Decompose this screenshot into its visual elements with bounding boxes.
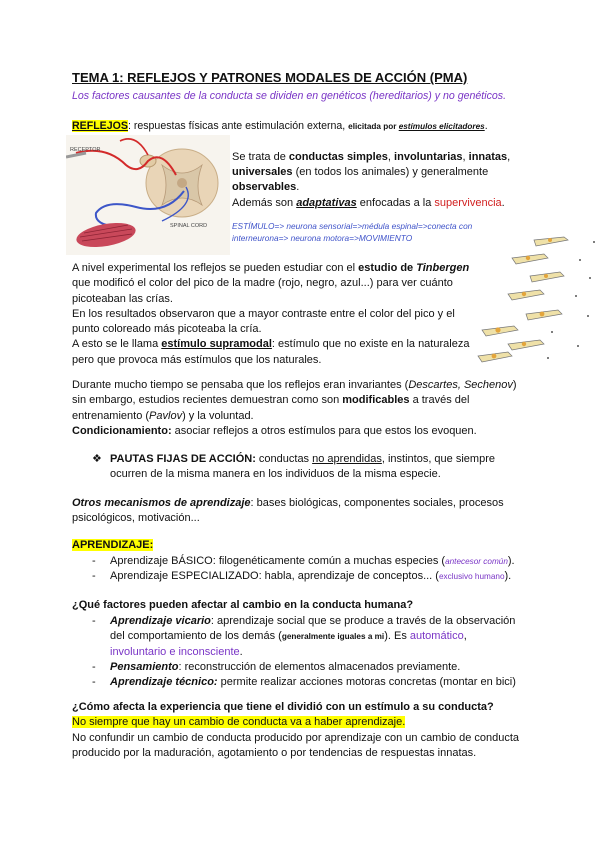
tinbergen-paragraph	[72, 261, 469, 368]
reflex-chain-line-1: ESTÍMULO=> neurona sensorial=>médula espinal=>conecta con	[232, 221, 473, 231]
experiencia-line-2: producido por la maduración, agotamiento o por tendencias de respuestas innatas.	[72, 746, 477, 759]
pma-line-1: PAUTAS FIJAS DE ACCIÓN: conductas no aprendidas, instintos, que siempre	[110, 453, 495, 465]
pma-line-2: ocurren de la misma manera en los individuos de la misma especie.	[110, 468, 441, 481]
tinbergen-line-5: punto coloreado más picoteaba la cría.	[72, 323, 262, 336]
otros-line-2: psicológicos, motivación...	[72, 512, 200, 525]
experiencia-section	[72, 700, 519, 761]
factor-vicario-line-3: involuntario e inconsciente.	[110, 645, 243, 658]
aprendizaje-dashes	[92, 554, 96, 585]
reflex-arc-illustration	[66, 135, 230, 255]
reflejos-line-2: universales (en todos los animales) y generalmente	[232, 166, 489, 179]
dash-5: -	[92, 676, 96, 689]
dash-4: -	[92, 660, 96, 673]
tinbergen-line-6: A esto se le llama estímulo supramodal: estímulo que no existe en la naturaleza	[72, 338, 470, 351]
reflex-chain	[232, 221, 472, 244]
factor-vicario-line-2: del comportamiento de los demás (generalmente iguales a mi). Es automático,	[110, 630, 467, 643]
factor-pensamiento: Pensamiento: reconstrucción de elementos almacenados previamente.	[110, 660, 461, 673]
pma-bullet-icon: ❖	[92, 453, 102, 465]
historia-line-1: Durante mucho tiempo se pensaba que los reflejos eran invariantes (Descartes, Sechenov)	[72, 379, 517, 391]
page-title: TEMA 1: REFLEJOS Y PATRONES MODALES DE ACCIÓN (PMA)	[72, 70, 468, 85]
reflejos-heading: REFLEJOS	[72, 120, 128, 132]
factores-list	[110, 614, 516, 690]
elicit-end: .	[484, 120, 488, 132]
aprendizaje-item-basico: Aprendizaje BÁSICO: filogenéticamente común a muchas especies (antecesor común).	[110, 555, 515, 567]
historia-paragraph	[72, 378, 517, 439]
factor-tecnico: Aprendizaje técnico: permite realizar acciones motoras concretas (montar en bici)	[110, 676, 516, 689]
factores-heading: ¿Qué factores pueden afectar al cambio en la conducta humana?	[72, 599, 414, 611]
aprendizaje-heading-text: APRENDIZAJE:	[72, 539, 154, 551]
tinbergen-line-3: picoteaban las crías.	[72, 292, 173, 305]
aprendizaje-item-especializado: Aprendizaje ESPECIALIZADO: habla, aprendizaje de conceptos... (exclusivo humano).	[110, 570, 512, 583]
reflejos-line-4: Además son adaptativas enfocadas a la supervivencia.	[232, 196, 505, 209]
dash-2: -	[92, 570, 96, 583]
fig-label-spinal: SPINAL CORD	[170, 223, 208, 229]
dash-1: -	[92, 555, 96, 567]
tinbergen-line-7: pero que provoca más estímulos que los naturales.	[72, 353, 322, 366]
tinbergen-line-2: que modificó el color del pico de la madre (rojo, negro, azul...) para ver cuánto	[72, 277, 453, 290]
tinbergen-line-4: En los resultados observaron que a mayor contraste entre el color del pico y el	[72, 307, 455, 320]
reflejos-line-1: Se trata de conductas simples, involuntarias, innatas,	[232, 151, 511, 163]
historia-line-2: sin embargo, estudios recientes demuestran como son modificables a través del	[72, 394, 470, 407]
factores-dashes	[92, 614, 96, 690]
elicit-text: elicitada por	[348, 122, 399, 131]
tinbergen-stimuli-figure	[472, 232, 600, 372]
reflejos-description	[232, 150, 510, 211]
pma-item	[110, 452, 495, 483]
otros-line-1: Otros mecanismos de aprendizaje: bases biológicas, componentes sociales, procesos	[72, 497, 504, 509]
elicit-emphasis: estímulos elicitadores	[398, 122, 485, 131]
subtitle: Los factores causantes de la conducta se dividen en genéticos (hereditarios) y no genéticos.	[72, 90, 507, 102]
reflejos-definition	[72, 119, 488, 135]
experiencia-heading: ¿Cómo afecta la experiencia que tiene el dividió con un estímulo a su conducta?	[72, 701, 494, 713]
tinbergen-line-1: A nivel experimental los reflejos se pueden estudiar con el estudio de Tinbergen	[72, 262, 470, 274]
fig-label-receptor: RECEPTOR	[70, 147, 101, 153]
reflex-arc-figure	[66, 135, 230, 255]
reflex-chain-line-2: interneurona=> neurona motora=>MOVIMIENTO	[232, 232, 413, 243]
experiencia-line-1: No confundir un cambio de conducta producido por aprendizaje con un cambio de conducta	[72, 731, 520, 744]
otros-mecanismos	[72, 496, 504, 527]
aprendizaje-heading	[72, 538, 153, 553]
historia-line-3: entrenamiento (Pavlov) y la voluntad.	[72, 409, 254, 422]
experiencia-highlight: No siempre que hay un cambio de conducta va a haber aprendizaje.	[72, 716, 406, 729]
reflejos-def-text: : respuestas físicas ante estimulación externa,	[127, 120, 349, 132]
aprendizaje-list	[110, 554, 515, 585]
reflejos-line-3: observables.	[232, 181, 300, 194]
beak-models-illustration	[472, 232, 600, 372]
historia-line-4: Condicionamiento: asociar reflejos a otros estímulos para que estos los evoquen.	[72, 424, 477, 437]
dash-3: -	[92, 615, 96, 627]
factor-vicario-line-1: Aprendizaje vicario: aprendizaje social que se produce a través de la observación	[110, 615, 516, 627]
